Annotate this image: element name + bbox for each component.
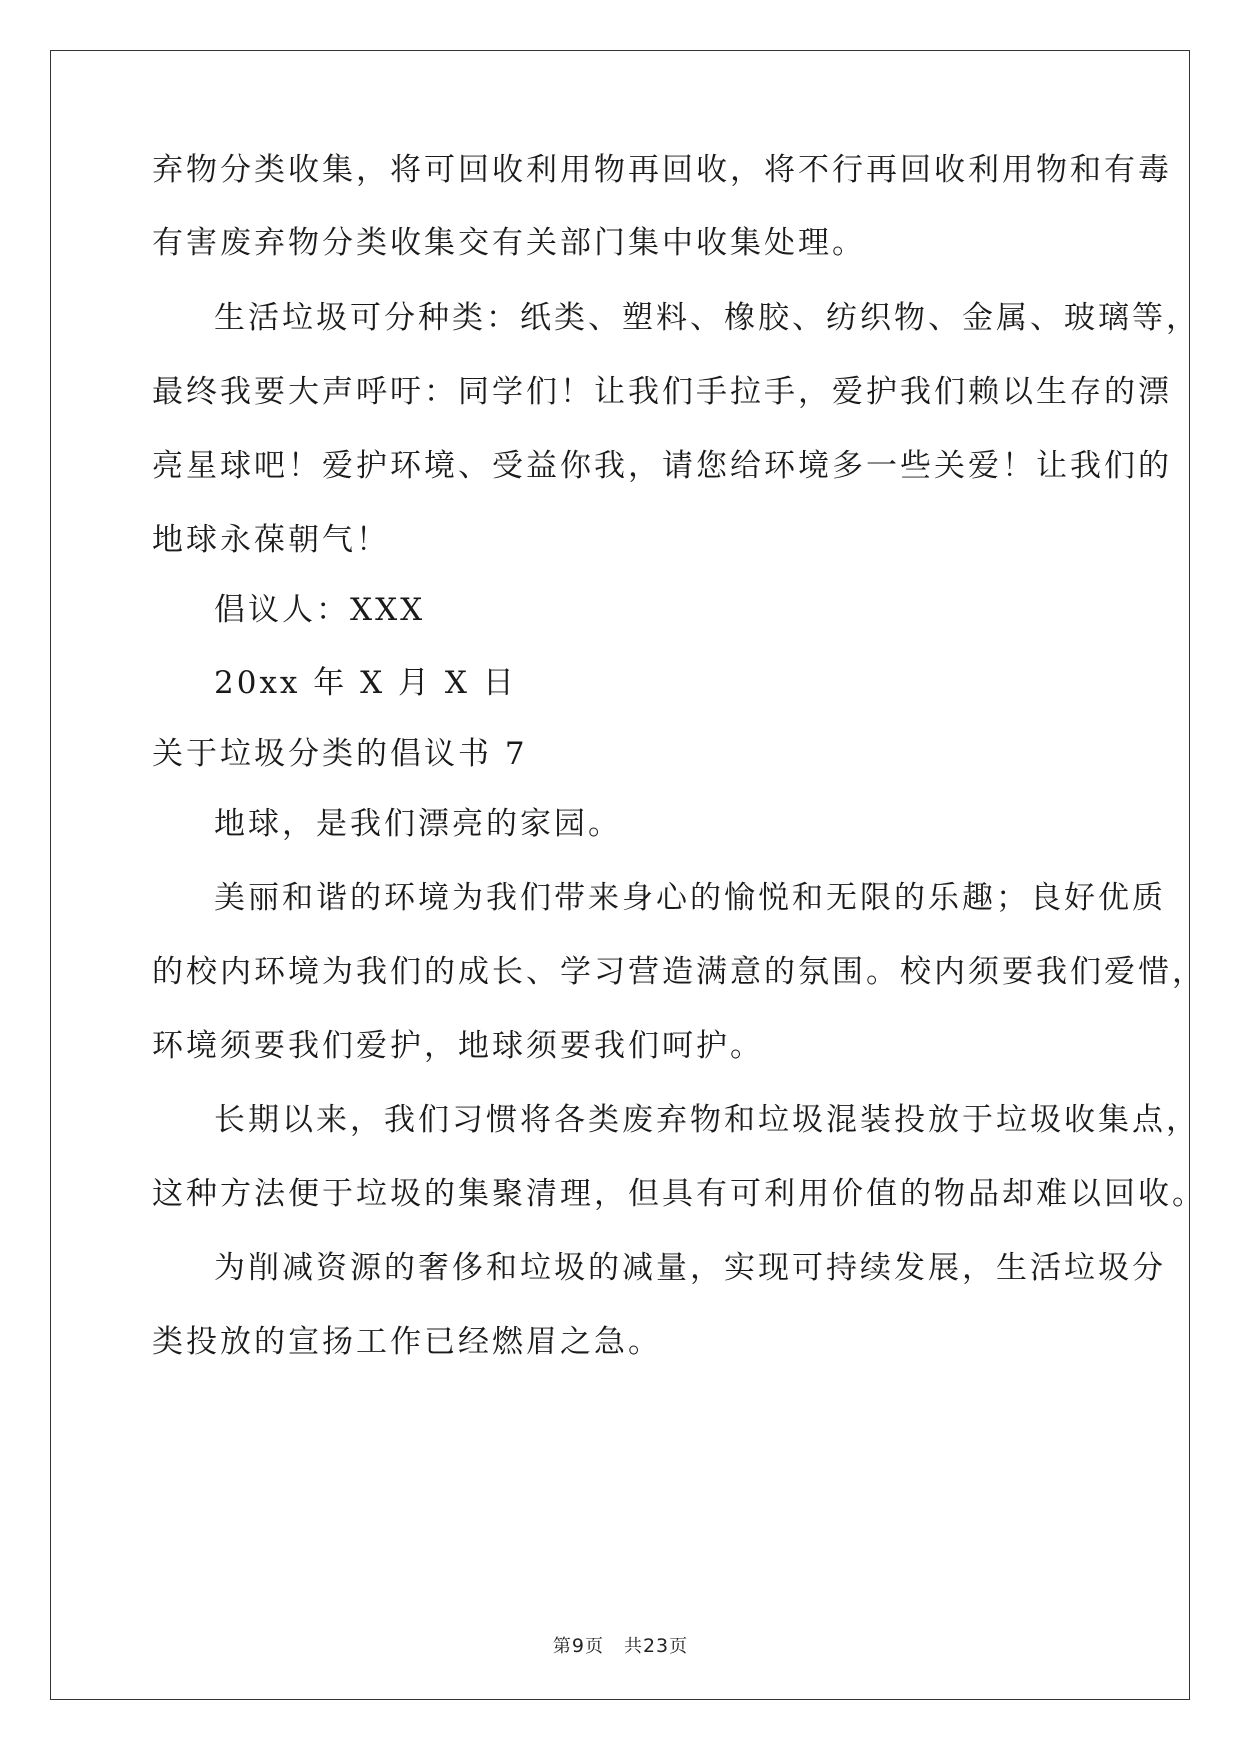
page-prefix: 第 (552, 1636, 572, 1657)
body-line-17: 类投放的宣扬工作已经燃眉之急。 (152, 1324, 662, 1360)
section-heading: 关于垃圾分类的倡议书 7 (152, 736, 528, 772)
total-prefix: 共 (623, 1636, 643, 1657)
body-line-4: 最终我要大声呼吁：同学们！让我们手拉手，爱护我们赖以生存的漂 (152, 374, 1172, 410)
body-line-1: 弃物分类收集，将可回收利用物再回收，将不行再回收利用物和有毒 (152, 152, 1172, 188)
total-pages: 23 (642, 1635, 670, 1657)
body-line-5: 亮星球吧！爱护环境、受益你我，请您给环境多一些关爱！让我们的 (152, 448, 1172, 484)
body-line-12: 的校内环境为我们的成长、学习营造满意的氛围。校内须要我们爱惜， (152, 954, 1206, 990)
page-suffix: 页 (584, 1636, 604, 1657)
page-number: 9 (571, 1635, 585, 1657)
signature-proposer: 倡议人：XXX (214, 592, 426, 628)
body-line-6: 地球永葆朝气！ (152, 522, 390, 558)
signature-date: 20xx 年 X 月 X 日 (214, 665, 517, 701)
body-line-11: 美丽和谐的环境为我们带来身心的愉悦和无限的乐趣；良好优质 (214, 880, 1166, 916)
body-line-14: 长期以来，我们习惯将各类废弃物和垃圾混装投放于垃圾收集点， (214, 1102, 1200, 1138)
body-line-3: 生活垃圾可分种类：纸类、塑料、橡胶、纺织物、金属、玻璃等， (214, 300, 1200, 336)
body-line-15: 这种方法便于垃圾的集聚清理，但具有可利用价值的物品却难以回收。 (152, 1176, 1206, 1212)
total-suffix: 页 (669, 1636, 689, 1657)
page-footer (0, 1632, 1241, 1658)
body-line-2: 有害废弃物分类收集交有关部门集中收集处理。 (152, 225, 866, 261)
body-line-10: 地球，是我们漂亮的家园。 (214, 806, 622, 842)
body-line-13: 环境须要我们爱护，地球须要我们呵护。 (152, 1028, 764, 1064)
body-line-16: 为削减资源的奢侈和垃圾的减量，实现可持续发展，生活垃圾分 (214, 1250, 1166, 1286)
